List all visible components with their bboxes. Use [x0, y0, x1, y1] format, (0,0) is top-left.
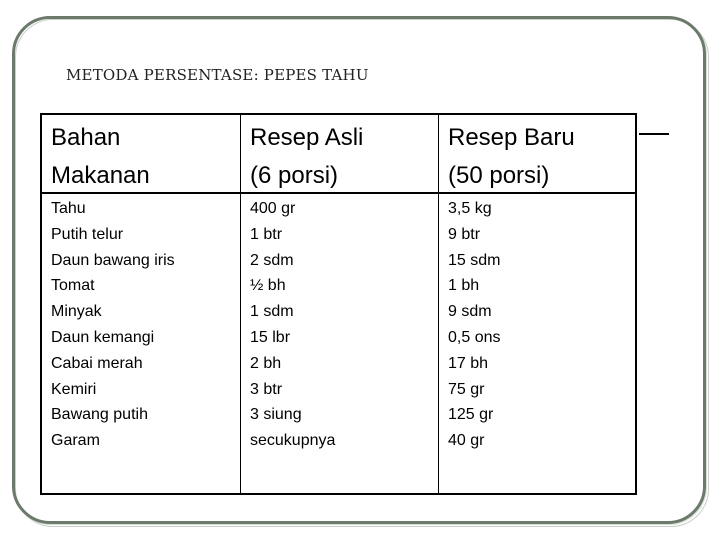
new-amount-item: 40 gr: [448, 432, 485, 450]
ingredient-item: Daun bawang iris: [51, 251, 175, 269]
new-amount-item: 9 sdm: [448, 303, 492, 321]
header-original-recipe: [241, 115, 439, 194]
original-amount-item: 15 lbr: [250, 328, 291, 346]
ingredients-column: [42, 194, 241, 493]
new-amount-item: 3,5 kg: [448, 200, 492, 217]
new-amount-item: 0,5 ons: [448, 328, 501, 346]
slide-title: METODA PERSENTASE: PEPES TAHU: [66, 66, 369, 84]
new-amounts-column: [439, 194, 635, 493]
ingredient-item: Bawang putih: [51, 406, 148, 424]
new-amount-item: 125 gr: [448, 406, 494, 424]
ingredient-item: Minyak: [51, 303, 102, 321]
new-amount-item: 17 bh: [448, 354, 489, 372]
original-amount-item: 3 btr: [250, 380, 283, 398]
header-new-recipe: [439, 115, 635, 194]
original-amount-item: secukupnya: [250, 432, 336, 450]
original-amount-item: ½ bh: [250, 277, 286, 295]
ingredient-item: Tahu: [51, 200, 86, 217]
original-amount-item: 1 sdm: [250, 303, 294, 321]
original-amount-item: 3 siung: [250, 406, 302, 424]
ingredient-item: Cabai merah: [51, 354, 143, 372]
original-amount-item: 1 btr: [250, 225, 283, 243]
new-amount-item: 1 bh: [448, 277, 480, 295]
ingredient-item: Tomat: [51, 277, 95, 295]
header-ingredient-line-1: Bahan: [51, 124, 121, 151]
new-amount-item: 15 sdm: [448, 251, 501, 269]
header-new-line-1: Resep Baru: [448, 124, 575, 151]
ingredient-item: Putih telur: [51, 225, 124, 243]
original-amount-item: 2 bh: [250, 354, 282, 372]
header-ingredient-line-2: Makanan: [51, 162, 150, 189]
original-amount-item: 400 gr: [250, 200, 296, 217]
header-original-line-2: (6 porsi): [250, 162, 339, 189]
ingredient-item: Garam: [51, 432, 100, 450]
header-original-line-1: Resep Asli: [250, 124, 364, 151]
new-amount-item: 75 gr: [448, 380, 485, 398]
header-divider-extension: [639, 133, 669, 135]
original-amounts-column: [241, 194, 439, 493]
ingredient-item: Daun kemangi: [51, 328, 155, 346]
new-amount-item: 9 btr: [448, 225, 481, 243]
header-new-line-2: (50 porsi): [448, 162, 550, 189]
recipe-table: [40, 113, 637, 495]
ingredient-item: Kemiri: [51, 380, 97, 398]
header-ingredient: [42, 115, 241, 194]
original-amount-item: 2 sdm: [250, 251, 294, 269]
